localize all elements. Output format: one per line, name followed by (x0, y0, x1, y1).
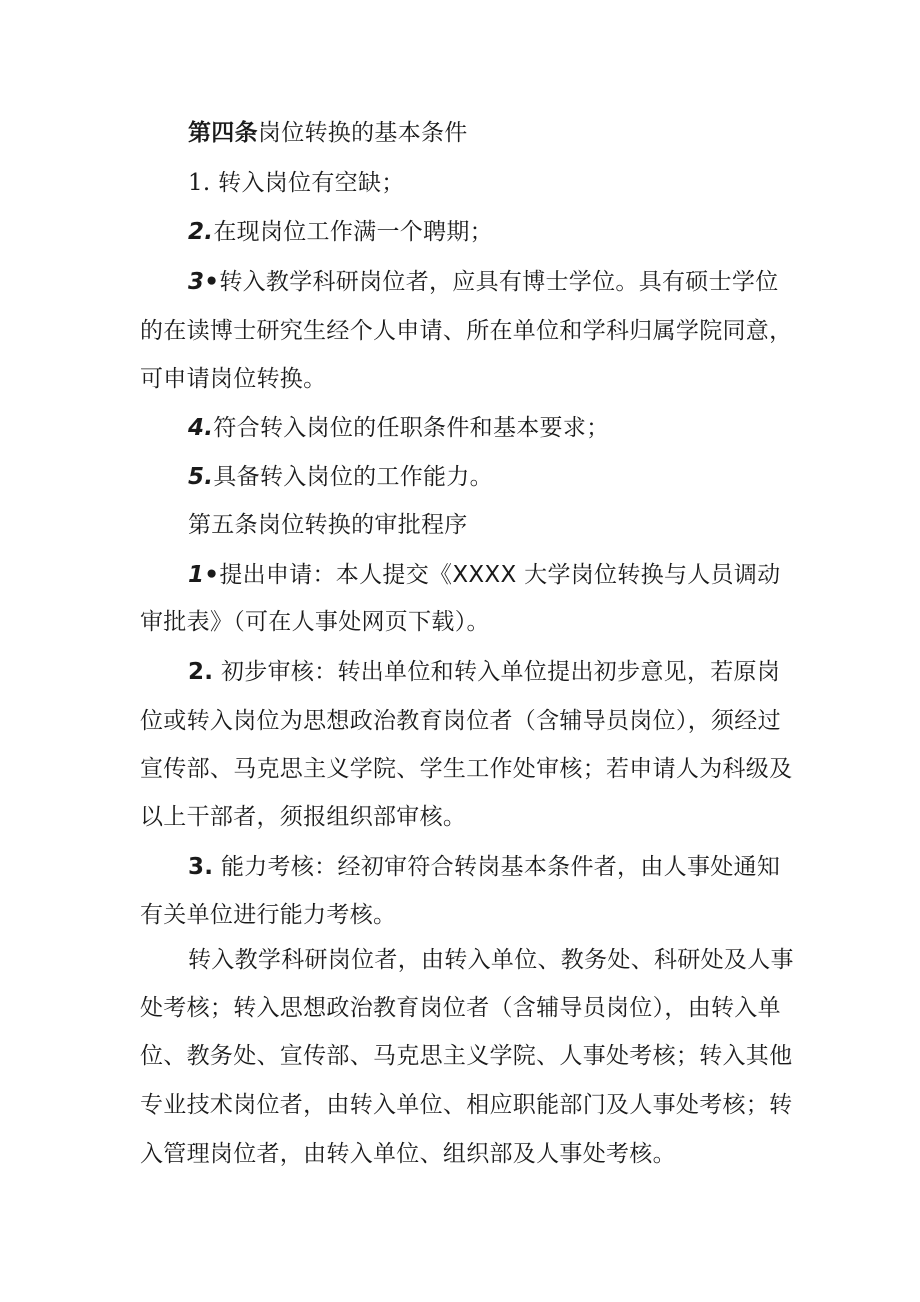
article5-step-1-line2: 审批表》（可在人事处网页下载）。 (140, 609, 490, 635)
step-text: 能力考核：经初审符合转岗基本条件者，由人事处通知 (213, 854, 781, 880)
step-number: 3. (188, 854, 214, 880)
item-text: 转入教学科研岗位者，应具有博士学位。具有硕士学位 (219, 269, 779, 295)
item-text: 在现岗位工作满一个聘期； (213, 219, 493, 245)
article4-item-3-line3: 可申请岗位转换。 (140, 366, 327, 392)
step-text: 大学岗位转换与人员调动 (516, 562, 781, 588)
item-number: 2. (188, 219, 214, 245)
step-text: 提出申请：本人提交《 (219, 562, 453, 588)
university-placeholder: XXXX (452, 562, 517, 588)
article4-heading (188, 118, 468, 148)
step-text: 初步审核：转出单位和转入单位提出初步意见，若原岗 (213, 659, 781, 685)
article4-item-1: 1. 转入岗位有空缺； (188, 170, 405, 196)
item-text: 具备转入岗位的工作能力。 (213, 464, 493, 490)
article4-item-2 (188, 217, 493, 247)
step-number: 2. (188, 659, 214, 685)
article4-item-3-line2: 的在读博士研究生经个人申请、所在单位和学科归属学院同意， (140, 318, 793, 344)
article5-heading: 第五条岗位转换的审批程序 (188, 512, 468, 538)
assessment-para-line4: 专业技术岗位者，由转入单位、相应职能部门及人事处考核；转 (140, 1092, 793, 1118)
article5-step-3-line2: 有关单位进行能力考核。 (140, 902, 397, 928)
assessment-para-line2: 处考核；转入思想政治教育岗位者（含辅导员岗位），由转入单 (140, 995, 781, 1021)
article5-step-2-line3: 宣传部、马克思主义学院、学生工作处审核；若申请人为科级及 (140, 756, 793, 782)
item-text: 符合转入岗位的任职条件和基本要求； (213, 415, 610, 441)
item-number: 4. (188, 415, 214, 441)
item-number: 5. (188, 464, 214, 490)
article5-step-3-line1 (188, 852, 780, 882)
article4-item-4 (188, 413, 609, 443)
article5-step-1-line1 (188, 560, 780, 590)
item-number: 3• (188, 269, 220, 295)
article5-step-2-line1 (188, 657, 780, 687)
step-number: 1• (188, 562, 220, 588)
assessment-para-line3: 位、教务处、宣传部、马克思主义学院、人事处考核；转入其他 (140, 1043, 793, 1069)
article5-step-2-line2: 位或转入岗位为思想政治教育岗位者（含辅导员岗位），须经过 (140, 708, 781, 734)
assessment-para-line5: 入管理岗位者，由转入单位、组织部及人事处考核。 (140, 1141, 676, 1167)
article4-item-3-line1 (188, 267, 779, 297)
article4-label: 第四条 (188, 119, 258, 146)
assessment-para-line1: 转入教学科研岗位者，由转入单位、教务处、科研处及人事 (188, 947, 794, 973)
article4-item-5 (188, 462, 493, 492)
article4-title: 岗位转换的基本条件 (257, 120, 468, 146)
article5-step-2-line4: 以上干部者，须报组织部审核。 (140, 804, 467, 830)
